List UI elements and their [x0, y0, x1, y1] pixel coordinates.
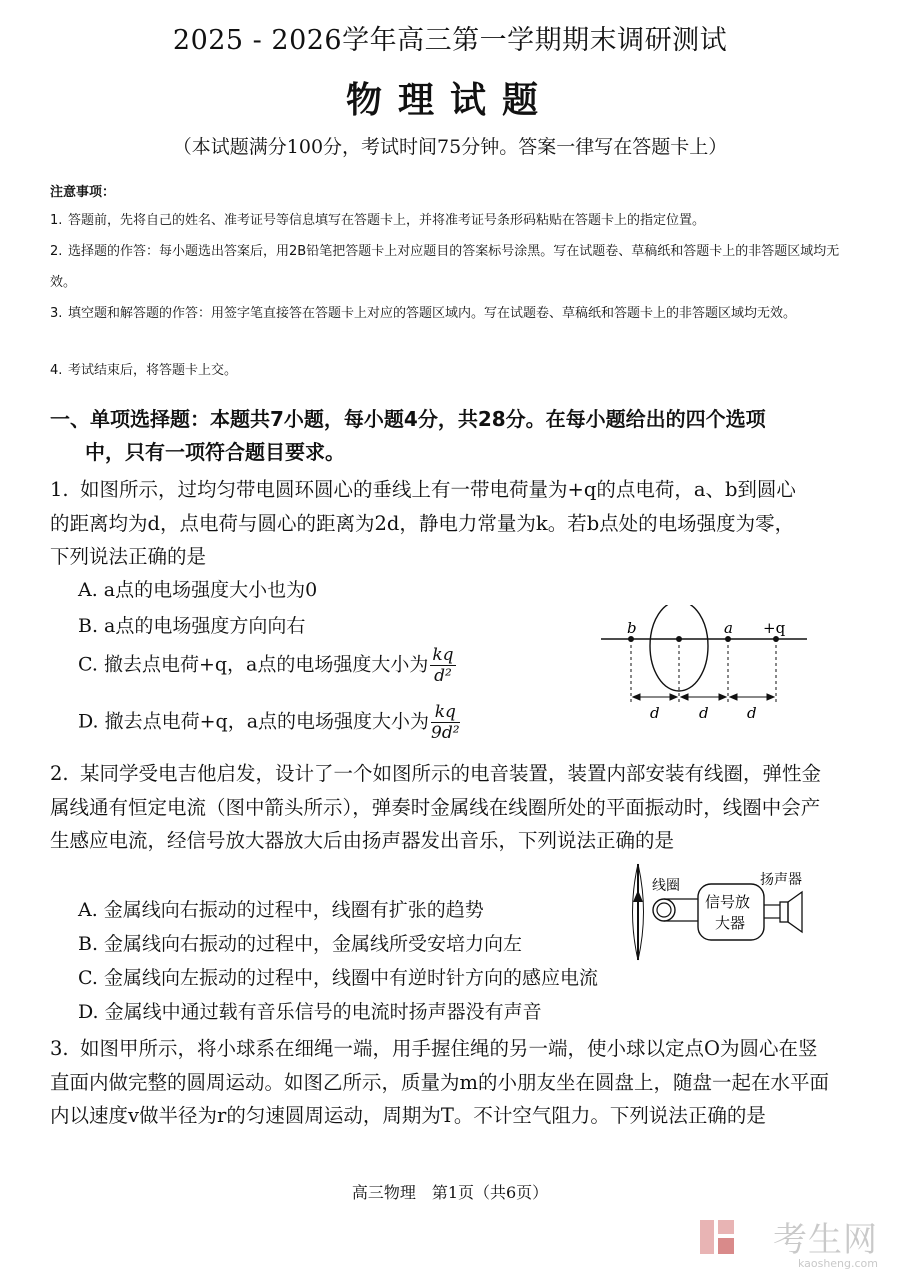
speaker-label: 扬声器: [760, 872, 802, 888]
fraction-kq-over-d2: $\frac{kq}{\text{d²}}$: [432, 645, 454, 686]
notice-num: 1.: [50, 213, 63, 228]
q1-option-d: [78, 702, 558, 743]
label-b: b: [627, 619, 637, 637]
amplifier-label-line-1: 信号放: [705, 893, 751, 911]
notice-item-3: [50, 298, 840, 329]
dimension-arrows: [633, 694, 774, 700]
exam-title: 2025 - 2026学年高三第一学期期末调研测试: [172, 25, 728, 56]
q1-option-c: [78, 645, 558, 686]
question-number: 1.: [50, 478, 69, 501]
notice-heading: 注意事项：: [50, 185, 116, 200]
q2-option-a: A. 金属线向右振动的过程中，线圈有扩张的趋势: [78, 899, 484, 921]
coil-label: 线圈: [652, 878, 680, 894]
dimension-d-2: d: [699, 704, 709, 722]
question-1-stem: [50, 473, 810, 574]
q2-figure-pickup-diagram: [622, 860, 822, 970]
exam-subtitle: （本试题满分100分，考试时间75分钟。答案一律写在答题卡上）: [172, 136, 728, 158]
section-line-1: 一、单项选择题：本题共7小题，每小题4分，共28分。在每小题给出的四个选项: [50, 407, 766, 431]
q2-option-c: C. 金属线向左振动的过程中，线圈中有逆时针方向的感应电流: [78, 967, 598, 989]
question-3-stem: [50, 1032, 836, 1133]
coil-loop-inner: [657, 903, 671, 917]
current-arrow-icon: [633, 890, 643, 902]
watermark: [773, 1212, 878, 1270]
watermark-url: kaosheng.com: [797, 1257, 878, 1270]
question-2-stem: [50, 757, 836, 858]
option-text: C. 撤去点电荷+q，a点的电场强度大小为: [78, 653, 429, 676]
question-number: 2.: [50, 762, 69, 785]
option-text: D. 撤去点电荷+q，a点的电场强度大小为: [78, 710, 430, 733]
label-plus-q: +q: [763, 619, 786, 637]
coil-loop-outer: [653, 899, 675, 921]
label-a: a: [724, 619, 733, 637]
watermark-brand: 考生网: [773, 1220, 878, 1260]
question-text: 如图甲所示，将小球系在细绳一端，用手握住绳的另一端，使小球以定点O为圆心在竖直面内做完整的圆周运动。如图乙所示，质量为m的小朋友坐在圆盘上，随盘一起在水平面内以速度v做半径为r的匀速圆周运动，周期为T。不计空气阻力。下列说法正确的是: [50, 1037, 829, 1127]
q2-option-b: B. 金属线向右振动的过程中，金属线所受安培力向左: [78, 933, 523, 955]
q2-option-d: D. 金属线中通过载有音乐信号的电流时扬声器没有声音: [78, 1001, 542, 1023]
notice-text: 选择题的作答：每小题选出答案后，用2B铅笔把答题卡上对应题目的答案标号涂黑。写在试题卷、草稿纸和答题卡上的非答题区域均无效。: [50, 244, 840, 290]
q1-figure-ring-diagram: [595, 605, 815, 730]
section-line-2: 中，只有一项符合题目要求。: [85, 440, 345, 464]
subject-title: 物理试题: [345, 79, 554, 121]
speaker-icon: [780, 892, 802, 932]
notice-item-2: [50, 236, 840, 298]
amplifier-label-line-2: 大器: [715, 914, 746, 932]
watermark-logo-icon: [698, 1218, 736, 1256]
dimension-d-3: d: [747, 704, 757, 722]
question-number: 3.: [50, 1037, 69, 1060]
q1-option-b: B. a点的电场强度方向向右: [78, 615, 306, 637]
fraction-kq-over-9d2: $\frac{kq}{\text{9d²}}$: [431, 702, 460, 743]
question-text: 某同学受电吉他启发，设计了一个如图所示的电音装置，装置内部安装有线圈，弹性金属线通有恒定电流（图中箭头所示），弹奏时金属线在线圈所处的平面振动时，线圈中会产生感应电流，经信号放大器放大后由扬声器发出音乐，下列说法正确的是: [50, 762, 822, 852]
notice-num: 4.: [50, 363, 63, 378]
notice-num: 2.: [50, 244, 63, 259]
section-heading: [50, 403, 840, 469]
page-footer: 高三物理 第1页（共6页）: [351, 1183, 549, 1202]
notice-text: 答题前，先将自己的姓名、准考证号等信息填写在答题卡上，并将准考证号条形码粘贴在答题卡上的指定位置。: [68, 213, 706, 228]
notice-text: 填空题和解答题的作答：用签字笔直接答在答题卡上对应的答题区域内。写在试题卷、草稿纸和答题卡上的非答题区域均无效。: [68, 306, 797, 321]
q1-option-a: A. a点的电场强度大小也为0: [78, 579, 318, 601]
notice-num: 3.: [50, 306, 63, 321]
question-text: 如图所示，过均匀带电圆环圆心的垂线上有一带电荷量为+q的点电荷，a、b到圆心的距离均为d，点电荷与圆心的距离为2d，静电力常量为k。若b点处的电场强度为零，下列说法正确的是: [50, 478, 796, 568]
dimension-d-1: d: [650, 704, 660, 722]
notice-text: 考试结束后，将答题卡上交。: [68, 363, 238, 378]
notice-item-1: [50, 205, 840, 236]
notice-item-4: [50, 355, 840, 386]
